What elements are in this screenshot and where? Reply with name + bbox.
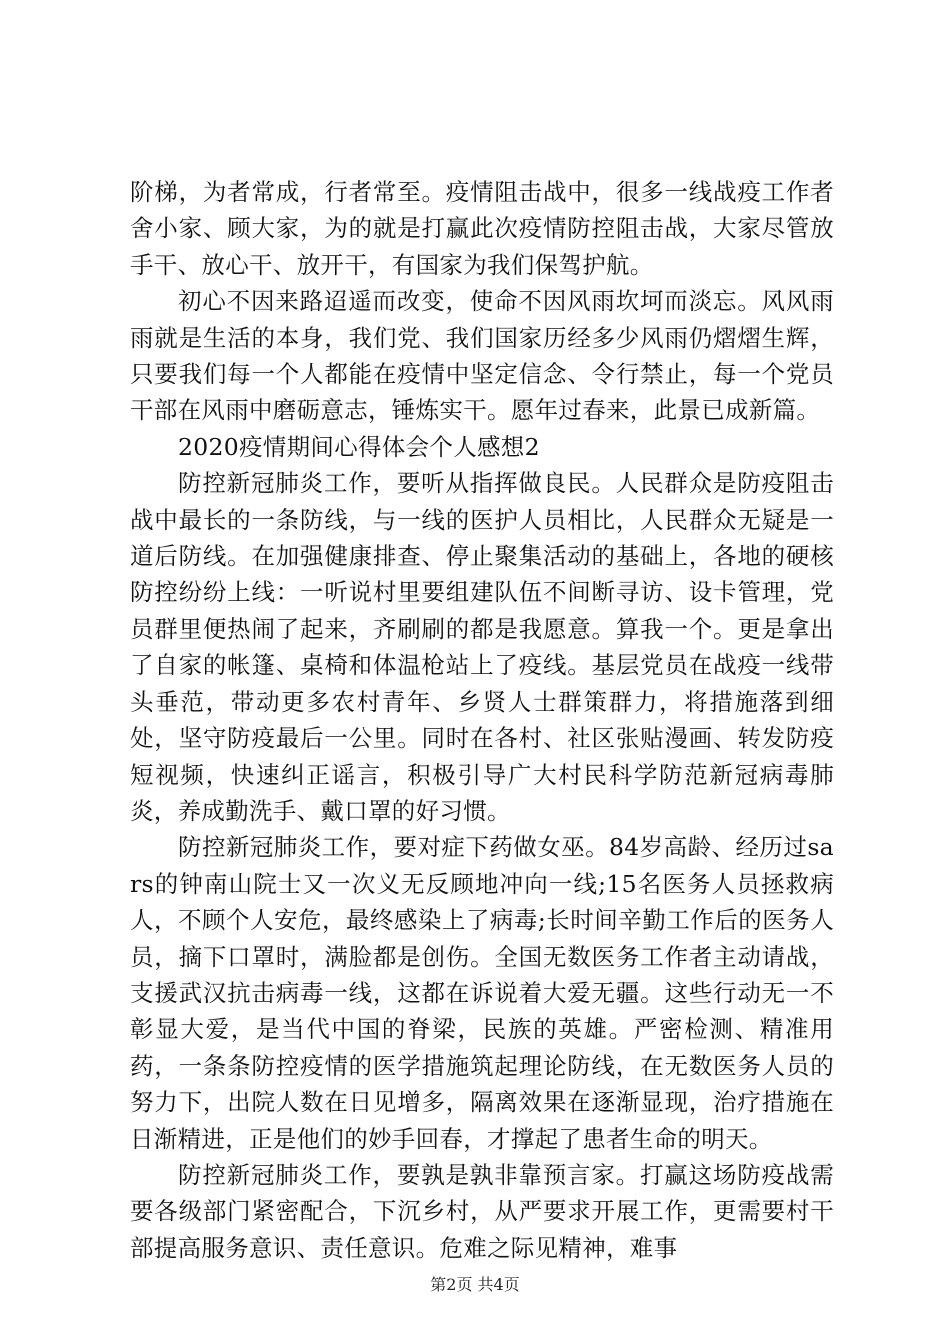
document-page	[130, 174, 834, 1266]
page-footer	[0, 1275, 950, 1295]
paragraph-continuation: 阶梯，为者常成，行者常至。疫情阻击战中，很多一线战疫工作者舍小家、顾大家，为的就是打赢此次疫情防控阻击战，大家尽管放手干、放心干、放开干，有国家为我们保驾护航。	[130, 178, 834, 279]
paragraph-follow-command: 防控新冠肺炎工作，要听从指挥做良民。人民群众是防疫阻击战中最长的一条防线，与一线的医护人员相比，人民群众无疑是一道后防线。在加强健康排查、停止聚集活动的基础上，各地的硬核防控纷纷上线：一听说村里要组建队伍不间断寻访、设卡管理，党员群里便热闹了起来，齐刷刷的都是我愿意。算我一个。更是拿出了自家的帐篷、桌椅和体温枪站上了疫线。基层党员在战疫一线带头垂范，带动更多农村青年、乡贤人士群策群力，将措施落到细处，坚守防疫最后一公里。同时在各村、社区张贴漫画、转发防疫短视频，快速纠正谣言，积极引导广大村民科学防范新冠病毒肺炎，养成勤洗手、戴口罩的好习惯。	[130, 469, 834, 825]
paragraph-original-intent: 初心不因来路迢遥而改变，使命不因风雨坎坷而淡忘。风风雨雨就是生活的本身，我们党、我们国家历经多少风雨仍熠熠生辉，只要我们每一个人都能在疫情中坚定信念、令行禁止，每一个党员干部在风雨中磨砺意志，锤炼实干。愿年过春来，此景已成新篇。	[130, 287, 834, 425]
section-heading: 2020疫情期间心得体会个人感想2	[178, 432, 540, 461]
page-number-label: 第2页 共4页	[430, 1275, 520, 1294]
paragraph-right-medicine: 防控新冠肺炎工作，要对症下药做女巫。84岁高龄、经历过sars的钟南山院士又一次义无反顾地冲向一线;15名医务人员拯救病人，不顾个人安危，最终感染上了病毒;长时间辛勤工作后的医务人员，摘下口罩时，满脸都是创伤。全国无数医务工作者主动请战，支援武汉抗击病毒一线，这都在诉说着大爱无疆。这些行动无一不彰显大爱，是当代中国的脊梁，民族的英雄。严密检测、精准用药，一条条防控疫情的医学措施筑起理论防线，在无数医务人员的努力下，出院人数在日见增多，隔离效果在逐渐显现，治疗措施在日渐精进，正是他们的妙手回春，才撑起了患者生命的明天。	[130, 833, 834, 1153]
paragraph-right-and-wrong: 防控新冠肺炎工作，要孰是孰非靠预言家。打赢这场防疫战需要各级部门紧密配合，下沉乡村，从严要求开展工作，更需要村干部提高服务意识、责任意识。危难之际见精神，难事	[130, 1160, 834, 1262]
